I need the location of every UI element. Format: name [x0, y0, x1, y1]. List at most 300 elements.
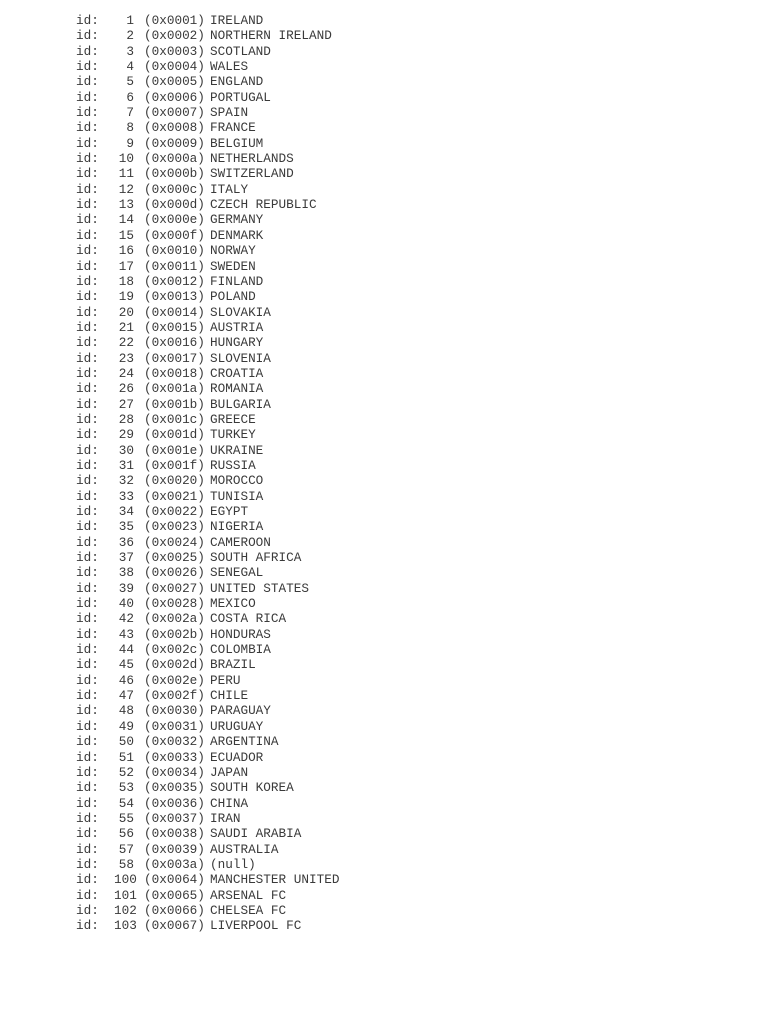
entry-number: 4	[126, 59, 134, 75]
entry-hex-code: (0x0038)	[144, 826, 205, 842]
entry-hex-code: (0x002d)	[144, 657, 205, 673]
entry-hex-code: (0x0066)	[144, 902, 205, 918]
entry-name: FRANCE	[210, 120, 256, 136]
entry-number: 9	[126, 135, 134, 151]
list-item	[76, 166, 339, 181]
entry-number: 3	[126, 43, 134, 59]
entry-hex-code: (0x0036)	[144, 795, 205, 811]
id-label: id:	[76, 197, 99, 213]
id-label: id:	[76, 442, 99, 458]
entry-hex-code: (0x0005)	[144, 74, 205, 90]
entry-number: 54	[118, 795, 134, 811]
list-item	[76, 259, 339, 274]
list-item	[76, 13, 339, 28]
id-label: id:	[76, 642, 99, 658]
list-item	[76, 289, 339, 304]
entry-name: UKRAINE	[210, 442, 264, 458]
entry-name: SLOVAKIA	[210, 304, 271, 320]
entry-number: 40	[118, 596, 134, 612]
entry-name: URUGUAY	[210, 718, 264, 734]
list-item	[76, 657, 339, 672]
entry-name: (null)	[210, 856, 256, 872]
entry-name: CHINA	[210, 795, 249, 811]
entry-name: ARGENTINA	[210, 734, 279, 750]
entry-name: SPAIN	[210, 105, 249, 121]
list-item	[76, 182, 339, 197]
entry-name: MOROCCO	[210, 473, 264, 489]
entry-hex-code: (0x0008)	[144, 120, 205, 136]
id-label: id:	[76, 534, 99, 550]
entry-name: SWEDEN	[210, 258, 256, 274]
id-label: id:	[76, 335, 99, 351]
list-item	[76, 842, 339, 857]
entry-hex-code: (0x000f)	[144, 227, 205, 243]
entry-number: 16	[118, 243, 134, 259]
entry-number: 44	[118, 642, 134, 658]
list-item	[76, 888, 339, 903]
entry-name: SOUTH KOREA	[210, 780, 294, 796]
entry-number: 22	[118, 335, 134, 351]
entry-hex-code: (0x0026)	[144, 565, 205, 581]
entry-name: SENEGAL	[210, 565, 264, 581]
id-label: id:	[76, 826, 99, 842]
entry-hex-code: (0x0067)	[144, 918, 205, 934]
entry-name: SLOVENIA	[210, 350, 271, 366]
id-label: id:	[76, 258, 99, 274]
id-label: id:	[76, 565, 99, 581]
entry-number: 30	[118, 442, 134, 458]
entry-number: 102	[114, 902, 137, 918]
entry-name: CZECH REPUBLIC	[210, 197, 317, 213]
id-label: id:	[76, 43, 99, 59]
id-label: id:	[76, 273, 99, 289]
entry-number: 56	[118, 826, 134, 842]
entry-name: GERMANY	[210, 212, 264, 228]
id-label: id:	[76, 626, 99, 642]
entry-name: PERU	[210, 672, 241, 688]
entry-name: AUSTRALIA	[210, 841, 279, 857]
entry-name: PARAGUAY	[210, 703, 271, 719]
entry-number: 18	[118, 273, 134, 289]
id-label: id:	[76, 411, 99, 427]
list-item	[76, 351, 339, 366]
id-label: id:	[76, 212, 99, 228]
entry-name: LIVERPOOL FC	[210, 918, 302, 934]
entry-number: 19	[118, 289, 134, 305]
entry-hex-code: (0x001f)	[144, 457, 205, 473]
entry-hex-code: (0x002f)	[144, 688, 205, 704]
list-item	[76, 611, 339, 626]
entry-hex-code: (0x0031)	[144, 718, 205, 734]
list-item	[76, 765, 339, 780]
entry-number: 17	[118, 258, 134, 274]
id-label: id:	[76, 580, 99, 596]
id-label: id:	[76, 918, 99, 934]
entry-hex-code: (0x0013)	[144, 289, 205, 305]
list-item	[76, 212, 339, 227]
entry-number: 11	[118, 166, 134, 182]
entry-number: 36	[118, 534, 134, 550]
entry-name: ROMANIA	[210, 381, 264, 397]
list-item	[76, 274, 339, 289]
entry-name: WALES	[210, 59, 249, 75]
entry-name: BRAZIL	[210, 657, 256, 673]
list-item	[76, 136, 339, 151]
entry-name: ENGLAND	[210, 74, 264, 90]
entry-number: 52	[118, 764, 134, 780]
entry-name: PORTUGAL	[210, 89, 271, 105]
entry-hex-code: (0x0001)	[144, 13, 205, 28]
list-item	[76, 719, 339, 734]
id-label: id:	[76, 28, 99, 44]
id-label: id:	[76, 902, 99, 918]
list-item	[76, 504, 339, 519]
id-label: id:	[76, 504, 99, 519]
id-label: id:	[76, 381, 99, 397]
entry-number: 24	[118, 365, 134, 381]
entry-name: SCOTLAND	[210, 43, 271, 59]
id-label: id:	[76, 734, 99, 750]
entry-number: 29	[118, 427, 134, 443]
entry-number: 21	[118, 319, 134, 335]
list-item	[76, 627, 339, 642]
list-item	[76, 335, 339, 350]
entry-hex-code: (0x0032)	[144, 734, 205, 750]
id-label: id:	[76, 488, 99, 504]
entry-hex-code: (0x002e)	[144, 672, 205, 688]
list-item	[76, 243, 339, 258]
entry-hex-code: (0x0033)	[144, 749, 205, 765]
entry-hex-code: (0x002b)	[144, 626, 205, 642]
entry-number: 103	[114, 918, 137, 934]
entry-name: ARSENAL FC	[210, 887, 287, 903]
id-label: id:	[76, 550, 99, 566]
list-item	[76, 397, 339, 412]
list-item	[76, 673, 339, 688]
id-label: id:	[76, 105, 99, 121]
entry-number: 50	[118, 734, 134, 750]
entry-hex-code: (0x0014)	[144, 304, 205, 320]
list-item	[76, 734, 339, 749]
entry-hex-code: (0x0025)	[144, 550, 205, 566]
entry-number: 6	[126, 89, 134, 105]
entry-number: 42	[118, 611, 134, 627]
list-item	[76, 796, 339, 811]
entry-hex-code: (0x0037)	[144, 810, 205, 826]
entry-number: 26	[118, 381, 134, 397]
entry-number: 38	[118, 565, 134, 581]
id-label: id:	[76, 749, 99, 765]
entry-number: 55	[118, 810, 134, 826]
entry-name: RUSSIA	[210, 457, 256, 473]
entry-hex-code: (0x0021)	[144, 488, 205, 504]
list-item	[76, 90, 339, 105]
entry-number: 35	[118, 519, 134, 535]
entry-number: 58	[118, 856, 134, 872]
id-label: id:	[76, 59, 99, 75]
entry-name: AUSTRIA	[210, 319, 264, 335]
entry-hex-code: (0x0020)	[144, 473, 205, 489]
id-label: id:	[76, 703, 99, 719]
entry-number: 13	[118, 197, 134, 213]
list-item	[76, 412, 339, 427]
entry-hex-code: (0x000b)	[144, 166, 205, 182]
list-item	[76, 151, 339, 166]
entry-number: 8	[126, 120, 134, 136]
list-item	[76, 872, 339, 887]
entry-hex-code: (0x0010)	[144, 243, 205, 259]
entry-name: JAPAN	[210, 764, 249, 780]
id-label: id:	[76, 457, 99, 473]
list-item	[76, 519, 339, 534]
entry-number: 10	[118, 151, 134, 167]
entry-hex-code: (0x000e)	[144, 212, 205, 228]
entry-name: DENMARK	[210, 227, 264, 243]
entry-hex-code: (0x0065)	[144, 887, 205, 903]
id-label: id:	[76, 780, 99, 796]
list-item	[76, 105, 339, 120]
entry-name: IRELAND	[210, 13, 264, 28]
entry-hex-code: (0x0009)	[144, 135, 205, 151]
list-item	[76, 688, 339, 703]
entry-name: MEXICO	[210, 596, 256, 612]
id-label: id:	[76, 304, 99, 320]
entry-hex-code: (0x0017)	[144, 350, 205, 366]
entry-hex-code: (0x003a)	[144, 856, 205, 872]
id-label: id:	[76, 810, 99, 826]
entry-hex-code: (0x0012)	[144, 273, 205, 289]
entry-name: NORWAY	[210, 243, 256, 259]
list-item	[76, 473, 339, 488]
list-item	[76, 918, 339, 933]
id-label: id:	[76, 135, 99, 151]
entry-hex-code: (0x0007)	[144, 105, 205, 121]
entry-hex-code: (0x0004)	[144, 59, 205, 75]
entry-name: SOUTH AFRICA	[210, 550, 302, 566]
entry-hex-code: (0x002c)	[144, 642, 205, 658]
entry-hex-code: (0x0030)	[144, 703, 205, 719]
entry-name: HUNGARY	[210, 335, 264, 351]
entry-name: BULGARIA	[210, 396, 271, 412]
id-label: id:	[76, 718, 99, 734]
id-label: id:	[76, 795, 99, 811]
entry-hex-code: (0x0064)	[144, 872, 205, 888]
list-item	[76, 458, 339, 473]
entry-number: 39	[118, 580, 134, 596]
entry-hex-code: (0x001e)	[144, 442, 205, 458]
list-item	[76, 59, 339, 74]
list-item	[76, 443, 339, 458]
list-item	[76, 581, 339, 596]
id-label: id:	[76, 841, 99, 857]
id-label: id:	[76, 427, 99, 443]
entry-number: 27	[118, 396, 134, 412]
entry-number: 32	[118, 473, 134, 489]
entry-number: 100	[114, 872, 137, 888]
entry-hex-code: (0x0003)	[144, 43, 205, 59]
entry-hex-code: (0x0024)	[144, 534, 205, 550]
entry-hex-code: (0x0023)	[144, 519, 205, 535]
entry-name: SWITZERLAND	[210, 166, 294, 182]
entry-hex-code: (0x0011)	[144, 258, 205, 274]
entry-name: CAMEROON	[210, 534, 271, 550]
entry-hex-code: (0x0016)	[144, 335, 205, 351]
entry-number: 46	[118, 672, 134, 688]
entry-hex-code: (0x0034)	[144, 764, 205, 780]
entry-name: NETHERLANDS	[210, 151, 294, 167]
entry-name: BELGIUM	[210, 135, 264, 151]
entry-name: COSTA RICA	[210, 611, 287, 627]
id-label: id:	[76, 89, 99, 105]
entry-name: TUNISIA	[210, 488, 264, 504]
entry-number: 14	[118, 212, 134, 228]
entry-name: ECUADOR	[210, 749, 264, 765]
entry-hex-code: (0x001c)	[144, 411, 205, 427]
id-label: id:	[76, 887, 99, 903]
entry-number: 33	[118, 488, 134, 504]
entry-hex-code: (0x0035)	[144, 780, 205, 796]
entry-hex-code: (0x001d)	[144, 427, 205, 443]
entry-number: 48	[118, 703, 134, 719]
entry-name: CROATIA	[210, 365, 264, 381]
entry-name: NORTHERN IRELAND	[210, 28, 332, 44]
entry-name: CHILE	[210, 688, 249, 704]
id-label: id:	[76, 365, 99, 381]
entry-name: POLAND	[210, 289, 256, 305]
entry-hex-code: (0x0039)	[144, 841, 205, 857]
entry-name: GREECE	[210, 411, 256, 427]
id-label: id:	[76, 519, 99, 535]
id-label: id:	[76, 688, 99, 704]
entry-name: TURKEY	[210, 427, 256, 443]
id-label: id:	[76, 672, 99, 688]
entry-number: 2	[126, 28, 134, 44]
entry-number: 28	[118, 411, 134, 427]
entry-number: 57	[118, 841, 134, 857]
entry-number: 12	[118, 181, 134, 197]
list-item	[76, 535, 339, 550]
entry-number: 51	[118, 749, 134, 765]
id-label: id:	[76, 319, 99, 335]
list-item	[76, 28, 339, 43]
entry-hex-code: (0x0018)	[144, 365, 205, 381]
id-label: id:	[76, 227, 99, 243]
list-item	[76, 565, 339, 580]
id-label: id:	[76, 74, 99, 90]
entry-number: 34	[118, 504, 134, 519]
entry-number: 45	[118, 657, 134, 673]
id-label: id:	[76, 856, 99, 872]
list-item	[76, 903, 339, 918]
id-label: id:	[76, 13, 99, 28]
list-item	[76, 857, 339, 872]
id-label: id:	[76, 166, 99, 182]
list-item	[76, 120, 339, 135]
entry-hex-code: (0x0002)	[144, 28, 205, 44]
list-item	[76, 826, 339, 841]
id-label: id:	[76, 120, 99, 136]
entry-hex-code: (0x000c)	[144, 181, 205, 197]
list-item	[76, 197, 339, 212]
entry-number: 23	[118, 350, 134, 366]
id-label: id:	[76, 657, 99, 673]
id-listing	[76, 13, 339, 934]
list-item	[76, 366, 339, 381]
entry-hex-code: (0x002a)	[144, 611, 205, 627]
entry-name: NIGERIA	[210, 519, 264, 535]
entry-number: 47	[118, 688, 134, 704]
id-label: id:	[76, 243, 99, 259]
list-item	[76, 750, 339, 765]
list-item	[76, 381, 339, 396]
entry-number: 31	[118, 457, 134, 473]
entry-hex-code: (0x001a)	[144, 381, 205, 397]
entry-hex-code: (0x0022)	[144, 504, 205, 519]
list-item	[76, 642, 339, 657]
id-label: id:	[76, 611, 99, 627]
entry-hex-code: (0x000a)	[144, 151, 205, 167]
entry-name: COLOMBIA	[210, 642, 271, 658]
list-item	[76, 228, 339, 243]
entry-number: 1	[126, 13, 134, 28]
list-item	[76, 489, 339, 504]
list-item	[76, 703, 339, 718]
list-item	[76, 811, 339, 826]
list-item	[76, 596, 339, 611]
entry-number: 7	[126, 105, 134, 121]
list-item	[76, 320, 339, 335]
list-item	[76, 74, 339, 89]
entry-hex-code: (0x0028)	[144, 596, 205, 612]
id-label: id:	[76, 473, 99, 489]
id-label: id:	[76, 151, 99, 167]
entry-hex-code: (0x0006)	[144, 89, 205, 105]
id-label: id:	[76, 289, 99, 305]
entry-name: FINLAND	[210, 273, 264, 289]
id-label: id:	[76, 350, 99, 366]
entry-name: IRAN	[210, 810, 241, 826]
entry-number: 53	[118, 780, 134, 796]
entry-hex-code: (0x0027)	[144, 580, 205, 596]
id-label: id:	[76, 181, 99, 197]
list-item	[76, 427, 339, 442]
entry-number: 5	[126, 74, 134, 90]
entry-number: 43	[118, 626, 134, 642]
id-label: id:	[76, 596, 99, 612]
entry-name: SAUDI ARABIA	[210, 826, 302, 842]
entry-name: CHELSEA FC	[210, 902, 287, 918]
list-item	[76, 550, 339, 565]
list-item	[76, 44, 339, 59]
entry-name: UNITED STATES	[210, 580, 309, 596]
list-item	[76, 305, 339, 320]
entry-name: MANCHESTER UNITED	[210, 872, 340, 888]
entry-hex-code: (0x0015)	[144, 319, 205, 335]
id-label: id:	[76, 396, 99, 412]
entry-name: HONDURAS	[210, 626, 271, 642]
entry-number: 15	[118, 227, 134, 243]
id-label: id:	[76, 764, 99, 780]
entry-number: 101	[114, 887, 137, 903]
entry-hex-code: (0x001b)	[144, 396, 205, 412]
entry-name: ITALY	[210, 181, 249, 197]
entry-number: 20	[118, 304, 134, 320]
entry-number: 37	[118, 550, 134, 566]
id-label: id:	[76, 872, 99, 888]
entry-number: 49	[118, 718, 134, 734]
list-item	[76, 780, 339, 795]
entry-name: EGYPT	[210, 504, 249, 519]
